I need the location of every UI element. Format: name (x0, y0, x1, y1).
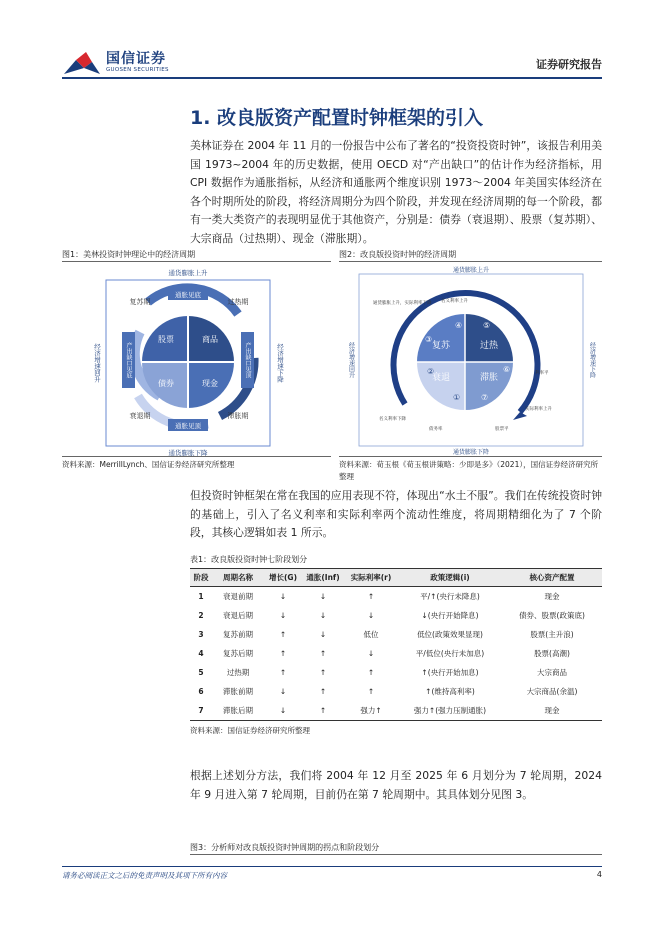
col-growth: 增长(G) (264, 569, 302, 587)
table1-title: 表1：改良版投资时钟七阶段划分 (190, 555, 308, 564)
table-cell: 滞胀后期 (212, 701, 264, 721)
table-cell: 复苏后期 (223, 649, 253, 658)
table-cell: 低位 (363, 630, 379, 639)
brand-logo (62, 48, 192, 80)
fig2-label-overheat: 过热 (479, 341, 499, 351)
table-cell: 衰退前期 (223, 592, 253, 601)
table-cell: 复苏前期 (223, 630, 253, 639)
table-cell: ↑ (367, 668, 375, 677)
brand-name-en: GUOSEN SECURITIES (106, 67, 169, 73)
table-cell: 平/↑(央行未降息) (420, 592, 480, 601)
fig2-note-r: 利率平 (535, 371, 549, 376)
table-cell: ↑(央行开始加息) (421, 668, 479, 677)
col-cycle-name: 周期名称 (212, 569, 264, 587)
footer-divider (62, 866, 602, 867)
table-row (190, 701, 602, 721)
figure2-bottom-rule (339, 456, 602, 457)
table1-source: 资料来源：国信证券经济研究所整理 (190, 726, 310, 735)
body-paragraph-3: 根据上述划分方法，我们将 2004 年 12 月至 2025 年 6 月划分为 7 轮周期，2024 年 9 月进入第 7 轮周期，目前仍在第 7 轮周期中。其具体划分见图 3。 (190, 769, 602, 801)
figure2-rule (339, 261, 602, 262)
table-cell: 3 (198, 630, 204, 639)
fig2-q-recession (417, 362, 465, 410)
table-row (190, 625, 602, 644)
fig1-phase-recession: 衰退期 (129, 412, 151, 420)
intro-paragraph: 美林证券在 2004 年 11 月的一份报告中公布了著名的“投资投资时钟”，该报告利用美国 1973~2004 年的历史数据，使用 OECD 对“产出缺口”的估计作为经济指标，用 CPI 数据作为通胀指标，从经济和通胀两个维度识别 1973～2004 年美国实体经济在各个时期所处的阶段，将经济周期分为四个阶段，并发现在经济周期的每一个阶段，都有一类大类资产的表现明显优于其他资产，分别是：债券（衰退期）、股票（复苏期）、大宗商品（过热期）、现金（滞胀期）。 (190, 139, 602, 245)
fig1-phase-recovery: 复苏期 (129, 298, 151, 306)
fig2-note-br: 实际利率上升 (525, 407, 552, 412)
table-cell: ↑ (279, 668, 287, 677)
table-cell: ↓ (264, 701, 302, 721)
fig2-label-stagflation: 滞胀 (479, 373, 499, 383)
fig2-note-tm: 名义利率上升 (441, 299, 468, 304)
fig1-label-stocks: 股票 (158, 335, 174, 344)
table-cell: ↓ (319, 592, 327, 601)
fig2-stage-1: ① (453, 393, 461, 402)
fig1-phase-overheat: 过热期 (227, 298, 249, 306)
fig2-stage-6: ⑥ (503, 365, 511, 374)
fig2-stage-3: ③ (425, 335, 433, 344)
table-cell: 滞胀前期 (223, 687, 253, 696)
fig2-stage-5: ⑤ (483, 321, 491, 330)
figure2-title: 图2：改良版投资时钟的经济周期 (339, 250, 457, 259)
table-cell: 强力↑ (344, 701, 398, 721)
table-cell: 现金 (502, 701, 602, 721)
col-real-rate: 实际利率(r) (344, 569, 398, 587)
col-inflation: 通胀(Inf) (302, 569, 344, 587)
table1-seven-stages (190, 568, 602, 721)
table-cell: ↑ (319, 649, 327, 658)
figure1-title: 图1：美林投资时钟理论中的经济周期 (62, 250, 196, 259)
fig1-axis-top: 通货膨胀上升 (168, 269, 208, 277)
table-row (190, 663, 602, 682)
table-row (190, 644, 602, 663)
table-cell: ↑(维持高利率) (425, 687, 475, 696)
table-cell: ↑ (319, 668, 327, 677)
table-cell: ↓ (279, 592, 287, 601)
fig1-phase-stagflation: 滞胀期 (227, 412, 249, 420)
table-cell: 7 (190, 701, 212, 721)
table-cell: ↓ (319, 611, 327, 620)
footer-disclaimer: 请务必阅读正文之后的免责声明及其项下所有内容 (62, 871, 227, 880)
fig2-stage-7: ⑦ (481, 393, 489, 402)
table-cell: ↓ (319, 630, 327, 639)
table-cell: ↓(央行开始降息) (421, 611, 479, 620)
page-number: 4 (596, 870, 602, 879)
fig2-note-b1: 债务率 (429, 427, 443, 432)
fig1-top-box-label: 通胀见底 (175, 291, 201, 299)
figure1-source: 资料来源：MerrillLynch、国信证券经济研究所整理 (62, 460, 235, 469)
table-cell: 平/低位(央行未加息) (415, 649, 485, 658)
table-row (190, 587, 602, 607)
fig1-left-box-label: 产出缺口见底 (125, 342, 132, 378)
fig2-label-recovery: 复苏 (431, 341, 451, 351)
section-title: 1. 改良版资产配置时钟框架的引入 (190, 107, 484, 129)
table-cell: ↓ (367, 649, 375, 658)
table-cell: ↑ (367, 687, 375, 696)
figure3-rule (190, 854, 602, 855)
fig2-axis-right: 经济增速下降 (588, 342, 596, 378)
fig2-note-bl: 名义利率下降 (379, 417, 406, 422)
table-cell: 4 (198, 649, 204, 658)
table-row (190, 682, 602, 701)
table-cell: 低位(政策效果显现) (417, 630, 483, 639)
figure2-improved-clock (345, 264, 600, 456)
body-paragraph-2: 但投资时钟框架在常在我国的应用表现不符，体现出“水土不服”。我们在传统投资时钟的基础上，引入了名义利率和实际利率两个流动性维度，将周期精细化为了 7 个阶段，其核心逻辑如表 1 所示。 (190, 489, 602, 539)
fig2-axis-bottom: 通货膨胀下降 (452, 449, 490, 456)
fig1-axis-bottom: 通货膨胀下降 (168, 449, 208, 456)
fig2-note-tl: 通货膨胀上升，实际利率下降 (373, 301, 432, 306)
brand-name: 国信证券 (106, 51, 166, 67)
table-cell: 过热期 (226, 668, 250, 677)
table-cell: ↑ (279, 630, 287, 639)
fig1-label-bonds: 债券 (158, 379, 174, 388)
fig2-axis-top: 通货膨胀上升 (452, 267, 490, 274)
table-cell: 5 (198, 668, 204, 677)
figure2-source: 资料来源：荀玉根《荀玉根讲策略：少即是多》（2021），国信证券经济研究所整理 (339, 460, 599, 481)
col-core-asset: 核心资产配置 (502, 569, 602, 587)
report-type: 证券研究报告 (536, 58, 602, 71)
fig1-right-box-label: 产出缺口见顶 (244, 342, 251, 378)
fig2-stage-4: ④ (455, 321, 463, 330)
fig2-stage-2: ② (427, 367, 435, 376)
table-cell: ↓ (279, 687, 287, 696)
table-cell: 股票(高潮) (534, 649, 570, 658)
fig2-note-b2: 股票平 (495, 427, 509, 432)
table-cell: ↑ (319, 687, 327, 696)
table-cell: 大宗商品(余温) (526, 687, 578, 696)
fig1-bottom-box-label: 通胀见顶 (175, 422, 201, 430)
table-cell: 现金 (544, 592, 560, 601)
table-cell: 1 (198, 592, 204, 601)
table-cell: ↑ (279, 649, 287, 658)
table-cell: 衰退后期 (223, 611, 253, 620)
fig2-label-recession: 衰退 (431, 373, 451, 383)
figure1-bottom-rule (62, 456, 331, 457)
figure1-rule (62, 261, 331, 262)
header-divider (62, 77, 602, 79)
table-row (190, 606, 602, 625)
fig1-axis-right: 经济增速下降 (276, 343, 284, 383)
guosen-logo-icon (62, 48, 102, 80)
fig1-label-cash: 现金 (202, 379, 218, 388)
figure1-merrill-clock (88, 266, 288, 456)
fig1-axis-left: 经济增速回升 (93, 343, 101, 383)
table-cell: 2 (198, 611, 204, 620)
col-stage: 阶段 (190, 569, 212, 587)
figure3-title: 图3：分析师对改良版投资时钟周期的拐点和阶段划分 (190, 843, 380, 852)
table-cell: 强力↑(强力压制通胀) (398, 701, 502, 721)
table-cell: ↑ (367, 592, 375, 601)
table-cell: ↓ (279, 611, 287, 620)
table-cell: ↑ (302, 701, 344, 721)
fig2-axis-left: 经济增速回升 (347, 342, 355, 378)
table-header-row (190, 569, 602, 587)
table-cell: 6 (198, 687, 204, 696)
fig1-label-commodities: 商品 (202, 335, 218, 344)
table-cell: 大宗商品 (537, 668, 567, 677)
table-cell: ↓ (367, 611, 375, 620)
table-cell: 债券、股票(政策底) (519, 611, 585, 620)
table-cell: 股票(主升浪) (530, 630, 574, 639)
col-policy: 政策逻辑(i) (398, 569, 502, 587)
